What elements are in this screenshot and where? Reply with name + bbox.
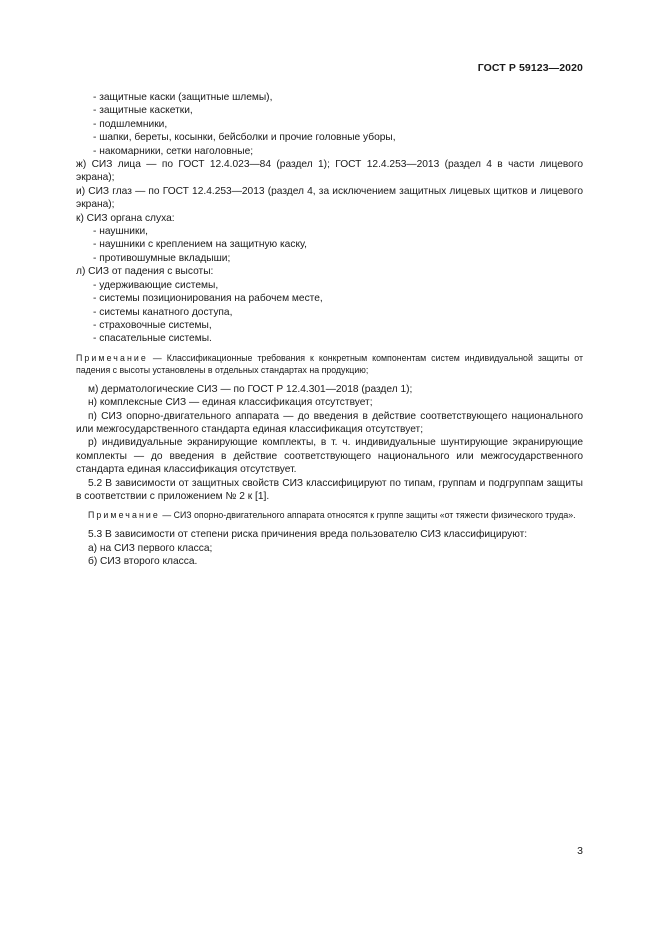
list-item: - накомарники, сетки наголовные;	[93, 145, 254, 157]
item-a: а) на СИЗ первого класса;	[88, 542, 213, 554]
item-b: б) СИЗ второго класса.	[88, 556, 198, 568]
list-item: - подшлемники,	[93, 118, 168, 130]
list-item: - страховочные системы,	[93, 319, 212, 331]
document-code: ГОСТ Р 59123—2020	[477, 62, 583, 74]
list-item: - системы позиционирования на рабочем месте,	[93, 293, 323, 305]
note-label: Примечание	[88, 510, 160, 521]
item-i: и) СИЗ глаз — по ГОСТ 12.4.253—2013 (раздел 4, за исключением защитных лицевых щитков и лицевого экрана);	[76, 185, 583, 211]
paragraph-5-3: 5.3 В зависимости от степени риска причинения вреда пользователю СИЗ классифицируют:	[88, 529, 528, 541]
item-n: н) комплексные СИЗ — единая классификация отсутствует;	[88, 397, 373, 409]
page-number: 3	[577, 845, 583, 857]
list-item: - удерживающие системы,	[93, 279, 219, 291]
note-text: — Классификационные требования к конкретным компонентам систем индивидуальной защиты от падения с высоты установлены в отдельных стандартах на продукцию;	[76, 352, 583, 375]
item-zh: ж) СИЗ лица — по ГОСТ 12.4.023—84 (раздел 1); ГОСТ 12.4.253—2013 (раздел 4 в части лицевого экрана);	[76, 159, 583, 184]
list-item: - защитные каски (защитные шлемы),	[93, 92, 273, 103]
item-k: к) СИЗ органа слуха:	[76, 212, 175, 224]
list-item: - защитные каскетки,	[93, 105, 193, 117]
list-item: - спасательные системы.	[93, 333, 212, 345]
note-label: Примечание	[76, 352, 148, 363]
list-item: - наушники,	[93, 226, 148, 238]
page-content	[76, 91, 583, 569]
note-1	[76, 352, 583, 376]
list-item: - шапки, береты, косынки, бейсболки и прочие головные уборы,	[93, 132, 396, 144]
list-item: - наушники с креплением на защитную каску,	[93, 239, 307, 251]
note-text: — СИЗ опорно-двигательного аппарата относятся к группе защиты «от тяжести физического труда».	[159, 510, 576, 521]
note-2	[76, 509, 583, 521]
list-item: - противошумные вкладыши;	[93, 252, 231, 264]
item-r: р) индивидуальные экранирующие комплекты, в т. ч. индивидуальные шунтирующие экранирующие комплекты — до введения в действие соответствующего национального или межгосударственного стандарта единая классификация отсутствует.	[76, 437, 583, 476]
item-p: п) СИЗ опорно-двигательного аппарата — до введения в действие соответствующего национального или межгосударственного стандарта единая классификация отсутствует;	[76, 410, 583, 435]
paragraph-5-2: 5.2 В зависимости от защитных свойств СИЗ классифицируют по типам, группам и подгруппам защиты в соответствии с приложением № 2 к [1].	[76, 477, 583, 502]
item-m: м) дерматологические СИЗ — по ГОСТ Р 12.4.301—2018 (раздел 1);	[88, 383, 413, 395]
list-item: - системы канатного доступа,	[93, 306, 233, 318]
item-l: л) СИЗ от падения с высоты:	[76, 266, 214, 278]
